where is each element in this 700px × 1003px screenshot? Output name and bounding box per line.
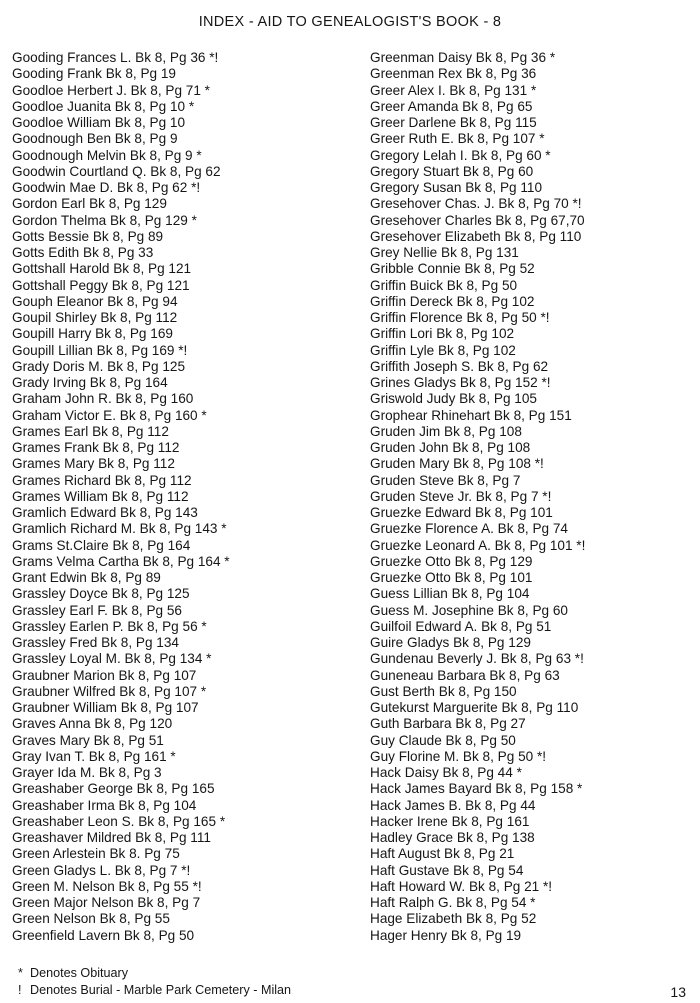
index-entry: Grady Irving Bk 8, Pg 164: [12, 375, 168, 390]
index-entry: Gouph Eleanor Bk 8, Pg 94: [12, 293, 178, 309]
index-entry: Guth Barbara Bk 8, Pg 27: [370, 716, 526, 732]
index-entry: Goupill Lillian Bk 8, Pg 169 *!: [12, 342, 188, 358]
index-entry: Guess Lillian Bk 8, Pg 104: [370, 586, 530, 602]
index-entry: Grames William Bk 8, Pg 112: [12, 488, 189, 504]
index-entry: Gruden John Bk 8, Pg 108: [370, 440, 531, 455]
index-entry: Green Major Nelson Bk 8, Pg 7: [12, 895, 201, 910]
legend: [18, 965, 291, 999]
burial-text: Denotes Burial - Marble Park Cemetery - Milan: [30, 983, 292, 997]
index-entry: Guy Claude Bk 8, Pg 50: [370, 732, 516, 748]
index-entry: Green M. Nelson Bk 8, Pg 55 *!: [12, 878, 202, 894]
index-entry: Gresehover Elizabeth Bk 8, Pg 110: [370, 228, 582, 244]
index-entry: Gruezke Leonard A. Bk 8, Pg 101 *!: [370, 537, 586, 553]
index-column-right: [370, 50, 585, 944]
legend-obituary: [18, 965, 291, 982]
index-entry: Grams Velma Cartha Bk 8, Pg 164 *: [12, 553, 230, 569]
index-entry: Griffin Buick Bk 8, Pg 50: [370, 277, 518, 293]
index-entry: Green Gladys L. Bk 8, Pg 7 *!: [12, 862, 191, 878]
index-entry: Guire Gladys Bk 8, Pg 129: [370, 635, 531, 650]
index-entry: Hage Elizabeth Bk 8, Pg 52: [370, 911, 537, 927]
index-column-left: [12, 50, 230, 944]
obituary-text: Denotes Obituary: [30, 966, 129, 980]
index-entry: Graubner Wilfred Bk 8, Pg 107 *: [12, 683, 207, 699]
index-entry: Gregory Susan Bk 8, Pg 110: [370, 180, 543, 195]
index-entry: Hack James B. Bk 8, Pg 44: [370, 797, 536, 813]
index-entry: Grassley Earlen P. Bk 8, Pg 56 *: [12, 618, 207, 634]
index-entry: Guess M. Josephine Bk 8, Pg 60: [370, 602, 568, 618]
index-entry: Grassley Loyal M. Bk 8, Pg 134 *: [12, 651, 212, 667]
index-entry: Gordon Thelma Bk 8, Pg 129 *: [12, 212, 197, 228]
burial-symbol: !: [18, 983, 22, 997]
index-entry: Grayer Ida M. Bk 8, Pg 3: [12, 765, 162, 780]
index-entry: Grams St.Claire Bk 8, Pg 164: [12, 537, 191, 553]
index-entry: Graves Mary Bk 8, Pg 51: [12, 732, 164, 748]
index-entry: Griffin Lyle Bk 8, Pg 102: [370, 342, 516, 358]
index-entry: Hack Daisy Bk 8, Pg 44 *: [370, 765, 522, 780]
index-entry: Guilfoil Edward A. Bk 8, Pg 51: [370, 618, 552, 634]
index-entry: Gutekurst Marguerite Bk 8, Pg 110: [370, 700, 579, 715]
index-entry: Greer Ruth E. Bk 8, Pg 107 *: [370, 131, 545, 147]
index-entry: Greashaber Irma Bk 8, Pg 104: [12, 797, 197, 813]
index-entry: Gramlich Richard M. Bk 8, Pg 143 *: [12, 521, 227, 537]
index-entry: Greashaber Leon S. Bk 8, Pg 165 *: [12, 813, 226, 829]
legend-burial: [18, 982, 291, 999]
index-entry: Green Arlestein Bk 8. Pg 75: [12, 846, 180, 862]
index-entry: Grant Edwin Bk 8, Pg 89: [12, 570, 161, 585]
index-entry: Griswold Judy Bk 8, Pg 105: [370, 391, 537, 407]
index-entry: Gust Berth Bk 8, Pg 150: [370, 683, 517, 699]
index-entry: Haft August Bk 8, Pg 21: [370, 846, 515, 862]
index-entry: Griffin Florence Bk 8, Pg 50 *!: [370, 310, 550, 325]
index-entry: Graubner Marion Bk 8, Pg 107: [12, 667, 197, 683]
index-entry: Gruden Steve Bk 8, Pg 7: [370, 472, 521, 488]
obituary-symbol: *: [18, 966, 23, 980]
index-entry: Griffin Dereck Bk 8, Pg 102: [370, 293, 535, 309]
index-entry: Green Nelson Bk 8, Pg 55: [12, 911, 170, 927]
index-entry: Greenman Daisy Bk 8, Pg 36 *: [370, 50, 556, 65]
index-entry: Griffith Joseph S. Bk 8, Pg 62: [370, 358, 549, 374]
index-entry: Gruezke Edward Bk 8, Pg 101: [370, 505, 553, 520]
index-entry: Goupil Shirley Bk 8, Pg 112: [12, 310, 178, 325]
index-entry: Gruden Mary Bk 8, Pg 108 *!: [370, 456, 544, 472]
index-entry: Goodloe Juanita Bk 8, Pg 10 *: [12, 98, 195, 114]
index-entry: Gruezke Florence A. Bk 8, Pg 74: [370, 521, 568, 537]
index-entry: Hacker Irene Bk 8, Pg 161: [370, 813, 530, 829]
index-entry: Gooding Frank Bk 8, Pg 19: [12, 66, 176, 82]
index-entry: Goodnough Melvin Bk 8, Pg 9 *: [12, 147, 202, 163]
index-entry: Hadley Grace Bk 8, Pg 138: [370, 830, 535, 845]
index-entry: Gresehover Charles Bk 8, Pg 67,70: [370, 212, 585, 228]
index-entry: Grames Frank Bk 8, Pg 112: [12, 440, 180, 455]
index-entry: Grophear Rhinehart Bk 8, Pg 151: [370, 407, 572, 423]
index-entry: Grames Richard Bk 8, Pg 112: [12, 472, 192, 488]
index-entry: Grassley Earl F. Bk 8, Pg 56: [12, 602, 182, 618]
index-entry: Gotts Edith Bk 8, Pg 33: [12, 245, 154, 260]
index-entry: Gregory Stuart Bk 8, Pg 60: [370, 163, 534, 179]
index-entry: Gruezke Otto Bk 8, Pg 129: [370, 553, 533, 569]
index-entry: Goodwin Mae D. Bk 8, Pg 62 *!: [12, 180, 201, 195]
index-entry: Haft Howard W. Bk 8, Pg 21 *!: [370, 878, 553, 894]
index-entry: Griffin Lori Bk 8, Pg 102: [370, 326, 515, 342]
index-entry: Gray Ivan T. Bk 8, Pg 161 *: [12, 748, 176, 764]
index-entry: Gresehover Chas. J. Bk 8, Pg 70 *!: [370, 196, 582, 212]
index-entry: Graham Victor E. Bk 8, Pg 160 *: [12, 407, 207, 423]
index-entry: Goodloe Herbert J. Bk 8, Pg 71 *: [12, 82, 210, 98]
index-entry: Gotts Bessie Bk 8, Pg 89: [12, 228, 164, 244]
index-entry: Gruden Jim Bk 8, Pg 108: [370, 423, 522, 439]
index-entry: Gordon Earl Bk 8, Pg 129: [12, 196, 167, 212]
index-entry: Grady Doris M. Bk 8, Pg 125: [12, 358, 186, 374]
index-entry: Greer Amanda Bk 8, Pg 65: [370, 98, 533, 114]
index-entry: Gribble Connie Bk 8, Pg 52: [370, 261, 535, 277]
index-entry: Greenfield Lavern Bk 8, Pg 50: [12, 927, 195, 943]
index-entry: Goodwin Courtland Q. Bk 8, Pg 62: [12, 163, 221, 179]
index-entry: Greer Darlene Bk 8, Pg 115: [370, 115, 537, 130]
index-entry: Grassley Fred Bk 8, Pg 134: [12, 635, 179, 650]
index-entry: Grassley Doyce Bk 8, Pg 125: [12, 586, 190, 602]
index-entry: Gramlich Edward Bk 8, Pg 143: [12, 505, 198, 520]
index-entry: Greer Alex I. Bk 8, Pg 131 *: [370, 82, 537, 98]
index-entry: Gruezke Otto Bk 8, Pg 101: [370, 570, 533, 585]
index-entry: Gundenau Beverly J. Bk 8, Pg 63 *!: [370, 651, 584, 667]
index-entry: Gottshall Peggy Bk 8, Pg 121: [12, 277, 190, 293]
index-entry: Graubner William Bk 8, Pg 107: [12, 700, 199, 715]
index-entry: Greashaver Mildred Bk 8, Pg 111: [12, 830, 211, 845]
index-entry: Goupill Harry Bk 8, Pg 169: [12, 326, 173, 342]
page-title: INDEX - AID TO GENEALOGIST'S BOOK - 8: [198, 14, 502, 30]
index-entry: Graves Anna Bk 8, Pg 120: [12, 716, 173, 732]
page-number: 13: [670, 984, 686, 1000]
index-entry: Hager Henry Bk 8, Pg 19: [370, 927, 522, 943]
index-entry: Greenman Rex Bk 8, Pg 36: [370, 66, 537, 82]
index-entry: Goodloe William Bk 8, Pg 10: [12, 115, 186, 130]
index-entry: Hack James Bayard Bk 8, Pg 158 *: [370, 781, 583, 797]
index-entry: Goodnough Ben Bk 8, Pg 9: [12, 131, 178, 147]
index-entry: Grey Nellie Bk 8, Pg 131: [370, 245, 519, 260]
index-entry: Gregory Lelah I. Bk 8, Pg 60 *: [370, 147, 551, 163]
index-entry: Guy Florine M. Bk 8, Pg 50 *!: [370, 748, 547, 764]
index-entry: Gooding Frances L. Bk 8, Pg 36 *!: [12, 50, 219, 65]
index-entry: Haft Ralph G. Bk 8, Pg 54 *: [370, 895, 536, 910]
index-entry: Grines Gladys Bk 8, Pg 152 *!: [370, 375, 551, 390]
index-entry: Grames Earl Bk 8, Pg 112: [12, 423, 169, 439]
index-entry: Guneneau Barbara Bk 8, Pg 63: [370, 667, 560, 683]
index-entry: Gottshall Harold Bk 8, Pg 121: [12, 261, 192, 277]
index-entry: Gruden Steve Jr. Bk 8, Pg 7 *!: [370, 488, 552, 504]
index-entry: Grames Mary Bk 8, Pg 112: [12, 456, 175, 472]
index-entry: Greashaber George Bk 8, Pg 165: [12, 781, 215, 797]
index-entry: Haft Gustave Bk 8, Pg 54: [370, 862, 524, 878]
index-entry: Graham John R. Bk 8, Pg 160: [12, 391, 194, 407]
